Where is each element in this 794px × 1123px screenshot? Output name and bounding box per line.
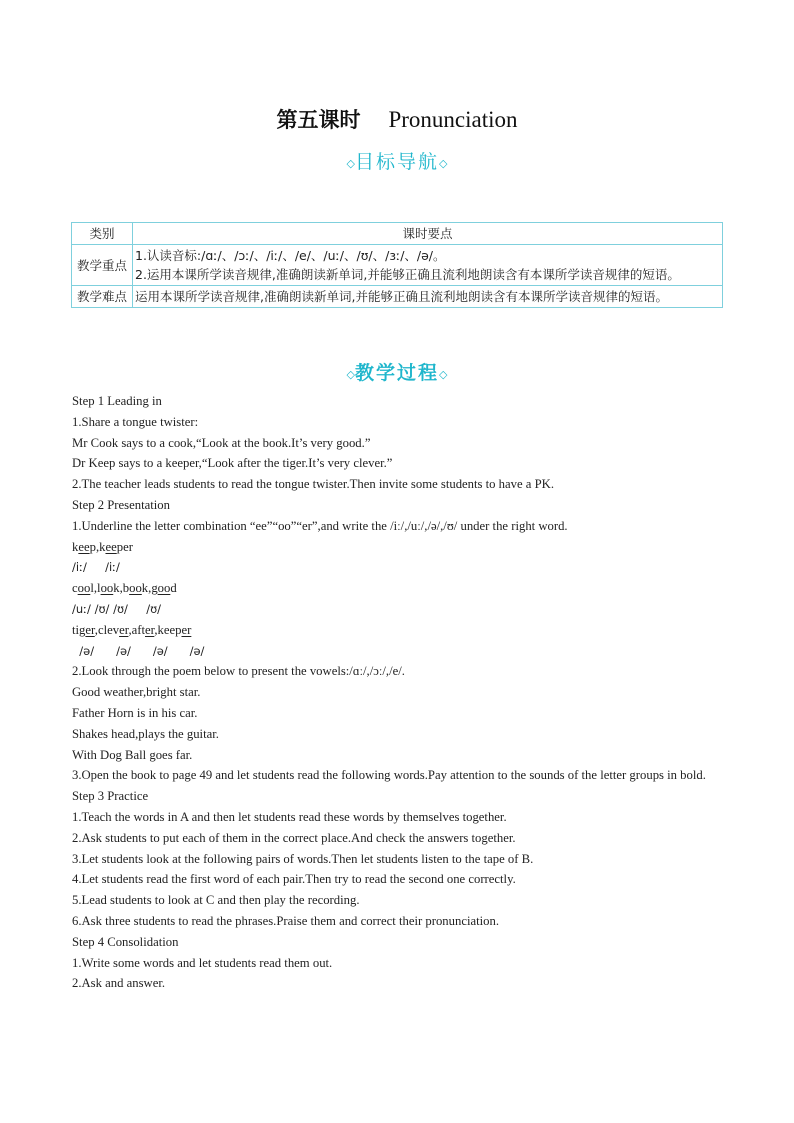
underlined-letters: oo <box>157 581 171 596</box>
text-line: 1.Teach the words in A and then let students read these words by themselves together. <box>72 809 507 824</box>
table-cell-key-content <box>133 245 723 286</box>
step-heading: Step 4 Consolidation <box>72 934 179 949</box>
diamond-icon: ◇ <box>346 368 355 381</box>
teaching-process-body <box>72 391 722 994</box>
word-line-er <box>72 620 722 641</box>
poem-line: Father Horn is in his car. <box>72 705 198 720</box>
underlined-letters: er <box>145 622 155 637</box>
underlined-letters: ee <box>78 539 90 554</box>
key-point-1: 1.认读音标:/ɑː/、/ɔː/、/iː/、/e/、/uː/、/ʊ/、/ɜː/、/ə/。 <box>135 248 446 263</box>
key-point-2: 2.运用本课所学读音规律,准确朗读新单词,并能够正确且流利地朗读含有本课所学读音规律的短语。 <box>135 267 680 282</box>
section-heading-process <box>0 358 794 385</box>
phonetic-line: /uː/ /ʊ/ /ʊ/ /ʊ/ <box>72 601 162 616</box>
underlined-letters: er <box>181 622 192 637</box>
table-row <box>72 286 723 308</box>
text-line: 6.Ask three students to read the phrases.Praise them and correct their pronunciation. <box>72 913 500 928</box>
text-line: 1.Share a tongue twister: <box>72 414 199 429</box>
page-title <box>0 104 794 134</box>
step-heading: Step 1 Leading in <box>72 394 162 408</box>
text-line: 3.Let students look at the following pairs of words.Then let students listen to the tape of B. <box>72 851 534 866</box>
text-line: Dr Keep says to a keeper,“Look after the tiger.It’s very clever.” <box>72 456 393 471</box>
table-cell-key-label: 教学重点 <box>72 245 133 286</box>
word-part: ,keep <box>154 622 182 637</box>
step-heading: Step 3 Practice <box>72 789 149 804</box>
word-part: d <box>170 581 177 596</box>
section-heading-process-text: 教学过程 <box>354 362 439 384</box>
diamond-icon: ◇ <box>439 157 448 170</box>
table-cell-difficulty-label: 教学难点 <box>72 286 133 308</box>
word-part: ,aft <box>128 622 145 637</box>
title-chinese: 第五课时 <box>276 108 361 132</box>
table-cell-difficulty-content: 运用本课所学读音规律,准确朗读新单词,并能够正确且流利地朗读含有本课所学读音规律的短语。 <box>133 286 723 308</box>
word-part: per <box>116 539 133 554</box>
text-line: 2.The teacher leads students to read the tongue twister.Then invite some students to have a PK. <box>72 477 555 492</box>
diamond-icon: ◇ <box>439 368 448 381</box>
underlined-letters: er <box>85 622 95 637</box>
diamond-icon: ◇ <box>346 157 355 170</box>
underlined-letters: oo <box>100 581 114 596</box>
text-line: 3.Open the book to page 49 and let students read the following words.Pay attention to the sounds of the letter groups in bold. <box>72 768 706 783</box>
text-line: 4.Let students read the first word of each pair.Then try to read the second one correctly. <box>72 872 516 887</box>
lesson-key-points-table <box>71 222 723 308</box>
underlined-letters: oo <box>77 581 91 596</box>
table-row <box>72 245 723 286</box>
underlined-letters: ee <box>105 539 117 554</box>
title-english: Pronunciation <box>388 107 518 132</box>
section-heading-goals-text: 目标导航 <box>354 151 439 173</box>
word-part: l,l <box>90 581 101 596</box>
word-part: p,k <box>89 539 106 554</box>
word-part: tig <box>72 622 86 637</box>
phonetic-line: /ə/ /ə/ /ə/ /ə/ <box>72 643 205 658</box>
word-part: c <box>72 581 78 596</box>
table-header-row <box>72 223 723 245</box>
text-line: 2.Look through the poem below to present the vowels:/ɑː/,/ɔː/,/e/. <box>72 664 405 679</box>
underlined-letters: oo <box>129 581 142 596</box>
word-line-ee <box>72 537 722 558</box>
table-header-category: 类别 <box>72 223 133 245</box>
phonetic-line: /iː/ /iː/ <box>72 560 120 575</box>
poem-line: With Dog Ball goes far. <box>72 747 193 762</box>
poem-line: Good weather,bright star. <box>72 685 201 700</box>
table-header-points: 课时要点 <box>133 223 723 245</box>
step-heading: Step 2 Presentation <box>72 497 170 512</box>
word-part: k,b <box>113 581 130 596</box>
poem-line: Shakes head,plays the guitar. <box>72 726 219 741</box>
underlined-letters: er <box>119 622 129 637</box>
word-part: ,clev <box>94 622 120 637</box>
section-heading-goals <box>0 147 794 174</box>
word-line-oo <box>72 578 722 599</box>
text-line: Mr Cook says to a cook,“Look at the book.It’s very good.” <box>72 435 371 450</box>
word-part: k,g <box>141 581 158 596</box>
text-line: 1.Underline the letter combination “ee”“oo”“er”,and write the /iː/,/uː/,/ə/,/ʊ/ under the right word. <box>72 518 568 533</box>
text-line: 2.Ask students to put each of them in the correct place.And check the answers together. <box>72 830 516 845</box>
text-line: 1.Write some words and let students read them out. <box>72 955 333 970</box>
word-part: k <box>72 539 79 554</box>
text-line: 2.Ask and answer. <box>72 976 166 991</box>
text-line: 5.Lead students to look at C and then play the recording. <box>72 893 360 908</box>
